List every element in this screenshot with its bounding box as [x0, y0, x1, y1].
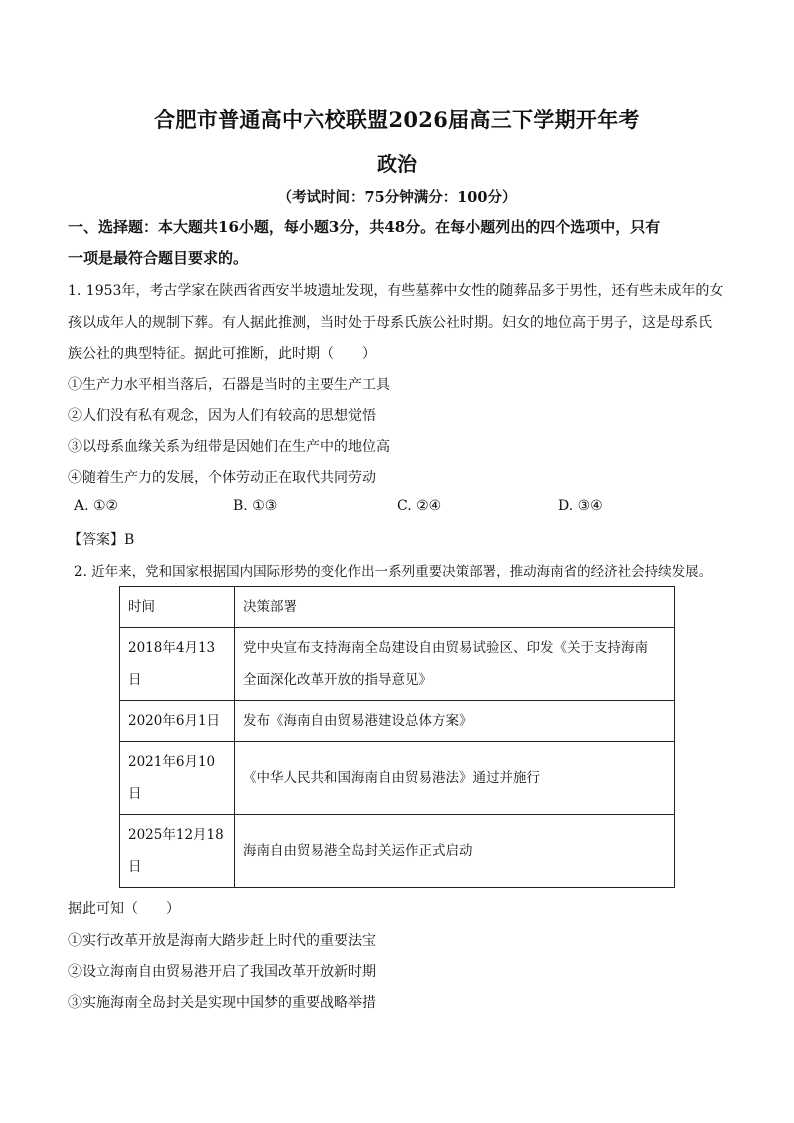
table-cell-decision: 发布《海南自由贸易港建设总体方案》: [235, 701, 675, 742]
table-cell-date: 2020年6月1日: [120, 701, 235, 742]
date-line-b: 日: [128, 672, 142, 688]
table-cell-date: [120, 742, 235, 815]
q2-statement-2: ②设立海南自由贸易港开启了我国改革开放新时期: [68, 964, 376, 980]
q1-statement-2: ②人们没有私有观念，因为人们有较高的思想觉悟: [68, 408, 376, 424]
date-line-b: 日: [128, 786, 142, 802]
q1-option-a: A. ①②: [74, 498, 119, 514]
q1-option-b: B. ①③: [233, 498, 278, 514]
table-row: [120, 815, 675, 888]
q2-statement-1: ①实行改革开放是海南大踏步赶上时代的重要法宝: [68, 933, 376, 949]
table-header-time: 时间: [120, 587, 235, 628]
table-cell-decision: 《中华人民共和国海南自由贸易港法》通过并施行: [235, 742, 675, 815]
exam-info: （考试时间：75分钟满分：100分）: [277, 189, 517, 206]
section-instruction-line1: 一、选择题：本大题共16小题，每小题3分，共48分。在每小题列出的四个选项中，只有: [68, 218, 661, 236]
q2-stem: 2. 近年来，党和国家根据国内国际形势的变化作出一系列重要决策部署，推动海南省的经济社会持续发展。: [74, 564, 713, 580]
table-row: [120, 742, 675, 815]
table-cell-date: [120, 628, 235, 701]
q1-statement-4: ④随着生产力的发展，个体劳动正在取代共同劳动: [68, 470, 376, 486]
q2-decision-table: [119, 586, 675, 888]
q1-statement-3: ③以母系血缘关系为纽带是因她们在生产中的地位高: [68, 439, 390, 455]
date-line-a: 2021年6月10: [128, 754, 216, 770]
q2-prompt: 据此可知（ ）: [68, 901, 180, 917]
table-header-row: [120, 587, 675, 628]
decision-line-b: 全面深化改革开放的指导意见》: [243, 672, 432, 688]
q1-answer: 【答案】B: [68, 532, 135, 548]
q1-stem-line1: 1. 1953年，考古学家在陕西省西安半坡遗址发现，有些墓葬中女性的随葬品多于男性，还有些未成年的女: [68, 283, 724, 299]
q2-statement-3: ③实施海南全岛封关是实现中国梦的重要战略举措: [68, 995, 376, 1011]
q1-stem-line2: 孩以成年人的规制下葬。有人据此推测，当时处于母系氏族公社时期。妇女的地位高于男子，这是母系氏: [68, 315, 712, 331]
q1-option-c: C. ②④: [397, 498, 442, 514]
subject-title: 政治: [377, 152, 417, 176]
table-cell-decision: 海南自由贸易港全岛封关运作正式启动: [235, 815, 675, 888]
decision-line-a: 党中央宣布支持海南全岛建设自由贸易试验区、印发《关于支持海南: [243, 640, 648, 656]
table-header-decision: 决策部署: [235, 587, 675, 628]
date-line-a: 2018年4月13: [128, 640, 216, 656]
table-cell-decision: [235, 628, 675, 701]
q1-options: [74, 498, 714, 518]
date-line-a: 2025年12月18: [128, 827, 224, 843]
date-line-b: 日: [128, 859, 142, 875]
table-cell-date: [120, 815, 235, 888]
q1-statement-1: ①生产力水平相当落后，石器是当时的主要生产工具: [68, 377, 390, 393]
section-instruction-line2: 一项是最符合题目要求的。: [68, 249, 249, 267]
q1-option-d: D. ③④: [558, 498, 603, 514]
table-row: [120, 701, 675, 742]
table-row: [120, 628, 675, 701]
q1-stem-line3: 族公社的典型特征。据此可推断，此时期（ ）: [68, 346, 376, 362]
exam-title: 合肥市普通高中六校联盟2026届高三下学期开年考: [154, 107, 640, 132]
